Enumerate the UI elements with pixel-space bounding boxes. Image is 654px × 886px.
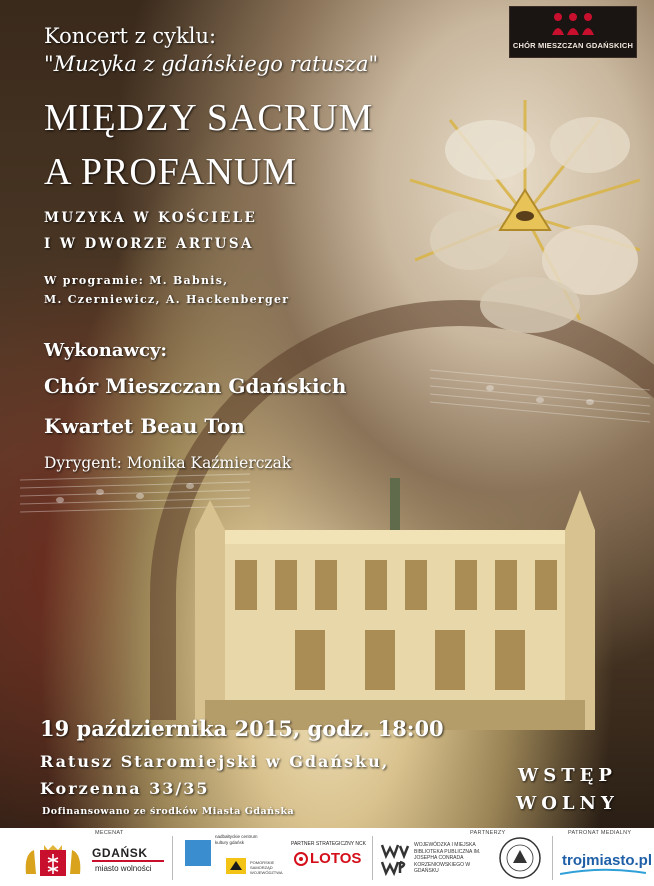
library-text: WOJEWÓDZKA I MIEJSKA BIBLIOTEKA PUBLICZNA IM. JOSEPHA CONRADA KORZENIOWSKIEGO W GDAŃSKU [414,842,481,874]
pomorskie-region-logo-icon [224,856,248,876]
title-line-2: A PROFANUM [44,151,298,193]
venue-line-1: Ratusz Staromiejski w Gdańsku, [40,752,390,771]
media-patron-label: PATRONAT MEDIALNY [568,830,632,836]
strategic-partner-label: PARTNER STRATEGICZNY NCK [291,841,366,847]
gdansk-crest-icon [22,844,84,878]
choir-figures-icon [550,11,596,35]
sponsors-bar [0,828,654,886]
subtitle-line-1: MUZYKA W KOŚCIELE [44,210,258,226]
sponsor-divider [552,836,553,880]
admission-line-1: WSTĘP [518,765,617,786]
lotos-logo-text: LOTOS [310,850,362,867]
choir-logo [509,6,637,58]
admission-line-2: WOLNY [516,793,619,814]
patron-label: MECENAT [95,830,124,836]
glory-sculpture-image [400,90,650,340]
venue-line-2: Korzenna 33/35 [40,779,210,798]
performer-choir: Chór Mieszczan Gdańskich [44,374,347,398]
trojmiasto-logo-text: trojmiasto.pl [562,852,653,869]
gdansk-tagline: miasto wolności [95,864,152,873]
program-line-1: W programie: M. Babnis, [44,274,229,287]
performer-quartet: Kwartet Beau Ton [44,414,245,438]
conductor: Dyrygent: Monika Kaźmierczak [44,454,292,472]
trojmiasto-swoosh-icon [560,868,646,876]
sponsor-divider [372,836,373,880]
title-line-1: MIĘDZY SACRUM [44,97,374,139]
society-seal-icon [498,836,542,880]
culture-centre-text: nadbałtyckie centrum kultury gdańsk [215,834,258,845]
performers-heading: Wykonawcy: [44,340,168,361]
pomorskie-region-text: POMORSKIE SAMORZĄD WOJEWÓDZTWA [250,860,283,875]
artus-court-facade-image [165,470,625,730]
subtitle-line-2: I W DWORZE ARTUSA [44,236,254,252]
lotos-flower-icon [294,852,308,866]
funding-note: Dofinansowano ze środków Miasta Gdańska [42,806,295,817]
concert-series-name: "Muzyka z gdańskiego ratusza" [44,52,379,76]
library-logo-icon [380,842,410,876]
event-date: 19 października 2015, godz. 18:00 [40,716,444,741]
choir-logo-text: CHÓR MIESZCZAN GDAŃSKICH [512,41,634,50]
gdansk-logo-text: GDAŃSK [92,846,148,860]
partners-label: PARTNERZY [470,830,506,836]
program-line-2: M. Czerniewicz, A. Hackenberger [44,293,290,306]
gdansk-logo-bar [92,860,164,862]
culture-centre-logo-icon [185,840,211,866]
sheet-music-decoration [430,350,650,440]
concert-series-label: Koncert z cyklu: [44,24,217,48]
sponsor-divider [172,836,173,880]
